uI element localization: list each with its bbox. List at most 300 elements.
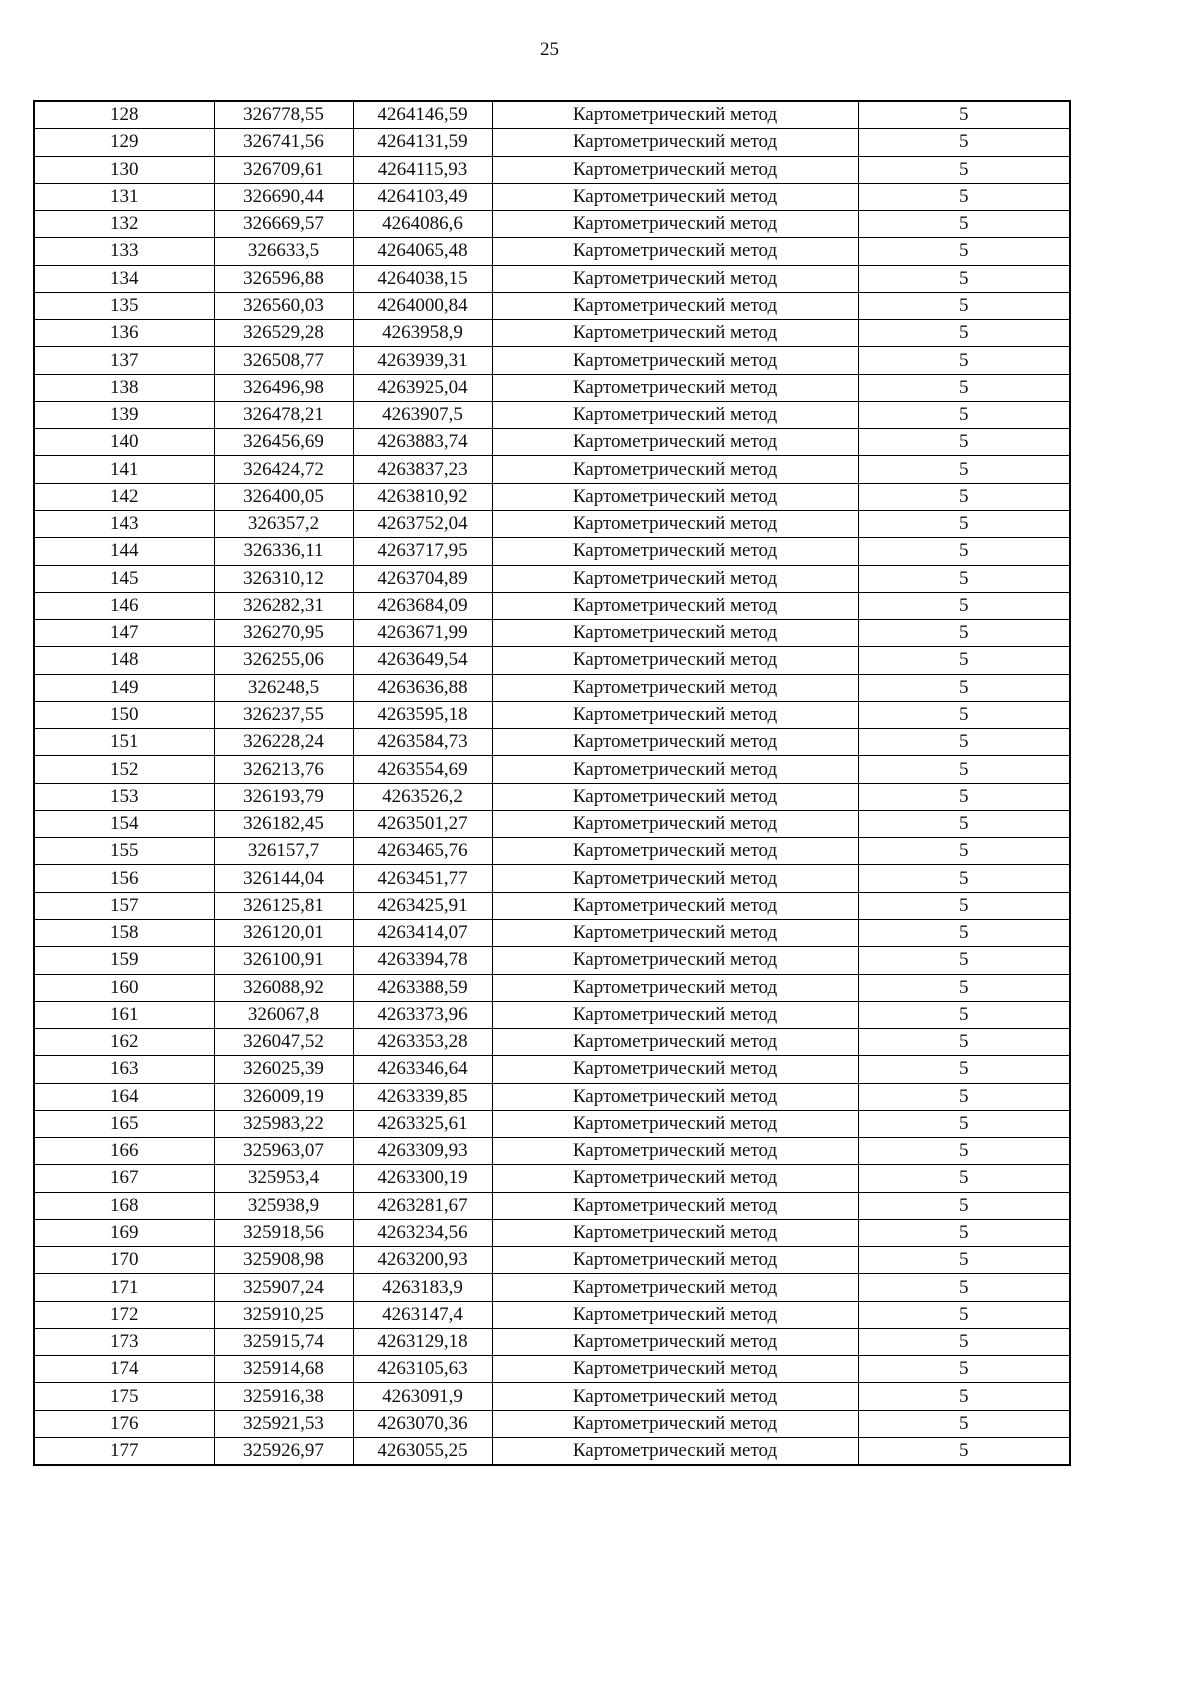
point-number-cell: 142 [34,483,214,510]
method-cell: Картометрический метод [492,1192,858,1219]
x-coordinate-cell: 326336,11 [214,538,353,565]
method-cell: Картометрический метод [492,211,858,238]
table-row [34,320,1070,347]
y-coordinate-cell: 4263636,88 [353,674,492,701]
y-coordinate-cell: 4264065,48 [353,238,492,265]
accuracy-cell: 5 [858,1247,1070,1274]
y-coordinate-cell: 4263414,07 [353,919,492,946]
method-cell: Картометрический метод [492,1274,858,1301]
accuracy-cell: 5 [858,238,1070,265]
x-coordinate-cell: 326248,5 [214,674,353,701]
table-row [34,838,1070,865]
table-row [34,238,1070,265]
x-coordinate-cell: 325953,4 [214,1165,353,1192]
point-number-cell: 131 [34,183,214,210]
point-number-cell: 159 [34,947,214,974]
point-number-cell: 177 [34,1438,214,1466]
y-coordinate-cell: 4263837,23 [353,456,492,483]
accuracy-cell: 5 [858,129,1070,156]
point-number-cell: 162 [34,1029,214,1056]
method-cell: Картометрический метод [492,592,858,619]
y-coordinate-cell: 4263070,36 [353,1410,492,1437]
point-number-cell: 164 [34,1083,214,1110]
y-coordinate-cell: 4263091,9 [353,1383,492,1410]
y-coordinate-cell: 4263717,95 [353,538,492,565]
method-cell: Картометрический метод [492,292,858,319]
x-coordinate-cell: 326669,57 [214,211,353,238]
method-cell: Картометрический метод [492,538,858,565]
x-coordinate-cell: 325938,9 [214,1192,353,1219]
coordinates-table [33,100,1071,1466]
accuracy-cell: 5 [858,674,1070,701]
point-number-cell: 160 [34,974,214,1001]
y-coordinate-cell: 4263704,89 [353,565,492,592]
table-row [34,1356,1070,1383]
y-coordinate-cell: 4263925,04 [353,374,492,401]
accuracy-cell: 5 [858,1410,1070,1437]
accuracy-cell: 5 [858,320,1070,347]
accuracy-cell: 5 [858,592,1070,619]
accuracy-cell: 5 [858,620,1070,647]
method-cell: Картометрический метод [492,974,858,1001]
x-coordinate-cell: 325916,38 [214,1383,353,1410]
method-cell: Картометрический метод [492,1138,858,1165]
y-coordinate-cell: 4263465,76 [353,838,492,865]
point-number-cell: 174 [34,1356,214,1383]
accuracy-cell: 5 [858,429,1070,456]
accuracy-cell: 5 [858,183,1070,210]
x-coordinate-cell: 325908,98 [214,1247,353,1274]
point-number-cell: 175 [34,1383,214,1410]
y-coordinate-cell: 4264000,84 [353,292,492,319]
accuracy-cell: 5 [858,538,1070,565]
point-number-cell: 149 [34,674,214,701]
table-row [34,783,1070,810]
accuracy-cell: 5 [858,510,1070,537]
y-coordinate-cell: 4263105,63 [353,1356,492,1383]
x-coordinate-cell: 326496,98 [214,374,353,401]
method-cell: Картометрический метод [492,729,858,756]
method-cell: Картометрический метод [492,810,858,837]
table-row [34,647,1070,674]
x-coordinate-cell: 326778,55 [214,101,353,129]
y-coordinate-cell: 4263425,91 [353,892,492,919]
table-row [34,538,1070,565]
table-row [34,374,1070,401]
table-row [34,1410,1070,1437]
table-row [34,401,1070,428]
method-cell: Картометрический метод [492,647,858,674]
point-number-cell: 128 [34,101,214,129]
accuracy-cell: 5 [858,947,1070,974]
table-row [34,1110,1070,1137]
table-row [34,810,1070,837]
x-coordinate-cell: 325910,25 [214,1301,353,1328]
point-number-cell: 167 [34,1165,214,1192]
point-number-cell: 171 [34,1274,214,1301]
table-row [34,701,1070,728]
accuracy-cell: 5 [858,838,1070,865]
method-cell: Картометрический метод [492,1383,858,1410]
accuracy-cell: 5 [858,456,1070,483]
x-coordinate-cell: 326182,45 [214,810,353,837]
table-row [34,729,1070,756]
table-row [34,919,1070,946]
method-cell: Картометрический метод [492,483,858,510]
x-coordinate-cell: 326088,92 [214,974,353,1001]
table-row [34,947,1070,974]
table-row [34,265,1070,292]
x-coordinate-cell: 326047,52 [214,1029,353,1056]
table-row [34,1247,1070,1274]
table-row [34,156,1070,183]
x-coordinate-cell: 326157,7 [214,838,353,865]
table-row [34,292,1070,319]
method-cell: Картометрический метод [492,265,858,292]
y-coordinate-cell: 4263388,59 [353,974,492,1001]
method-cell: Картометрический метод [492,1083,858,1110]
accuracy-cell: 5 [858,292,1070,319]
x-coordinate-cell: 325914,68 [214,1356,353,1383]
table-row [34,674,1070,701]
accuracy-cell: 5 [858,1328,1070,1355]
accuracy-cell: 5 [858,1138,1070,1165]
point-number-cell: 129 [34,129,214,156]
point-number-cell: 163 [34,1056,214,1083]
y-coordinate-cell: 4263584,73 [353,729,492,756]
table-row [34,865,1070,892]
table-row [34,129,1070,156]
y-coordinate-cell: 4263183,9 [353,1274,492,1301]
x-coordinate-cell: 326633,5 [214,238,353,265]
y-coordinate-cell: 4263671,99 [353,620,492,647]
point-number-cell: 135 [34,292,214,319]
method-cell: Картометрический метод [492,865,858,892]
method-cell: Картометрический метод [492,156,858,183]
accuracy-cell: 5 [858,374,1070,401]
y-coordinate-cell: 4263649,54 [353,647,492,674]
x-coordinate-cell: 326456,69 [214,429,353,456]
method-cell: Картометрический метод [492,1029,858,1056]
accuracy-cell: 5 [858,1438,1070,1466]
accuracy-cell: 5 [858,265,1070,292]
table-row [34,456,1070,483]
accuracy-cell: 5 [858,1029,1070,1056]
table-row [34,1438,1070,1466]
point-number-cell: 165 [34,1110,214,1137]
method-cell: Картометрический метод [492,1410,858,1437]
accuracy-cell: 5 [858,565,1070,592]
method-cell: Картометрический метод [492,1165,858,1192]
y-coordinate-cell: 4264086,6 [353,211,492,238]
y-coordinate-cell: 4263684,09 [353,592,492,619]
accuracy-cell: 5 [858,647,1070,674]
method-cell: Картометрический метод [492,1247,858,1274]
method-cell: Картометрический метод [492,1056,858,1083]
method-cell: Картометрический метод [492,1356,858,1383]
y-coordinate-cell: 4263810,92 [353,483,492,510]
y-coordinate-cell: 4263451,77 [353,865,492,892]
point-number-cell: 169 [34,1219,214,1246]
method-cell: Картометрический метод [492,565,858,592]
y-coordinate-cell: 4263883,74 [353,429,492,456]
y-coordinate-cell: 4263373,96 [353,1001,492,1028]
method-cell: Картометрический метод [492,320,858,347]
y-coordinate-cell: 4263958,9 [353,320,492,347]
table-row [34,1138,1070,1165]
point-number-cell: 144 [34,538,214,565]
table-row [34,756,1070,783]
point-number-cell: 140 [34,429,214,456]
table-row [34,1056,1070,1083]
method-cell: Картометрический метод [492,1438,858,1466]
point-number-cell: 172 [34,1301,214,1328]
method-cell: Картометрический метод [492,183,858,210]
table-row [34,211,1070,238]
accuracy-cell: 5 [858,1083,1070,1110]
y-coordinate-cell: 4263147,4 [353,1301,492,1328]
accuracy-cell: 5 [858,756,1070,783]
method-cell: Картометрический метод [492,1110,858,1137]
y-coordinate-cell: 4263907,5 [353,401,492,428]
x-coordinate-cell: 326228,24 [214,729,353,756]
method-cell: Картометрический метод [492,347,858,374]
accuracy-cell: 5 [858,347,1070,374]
y-coordinate-cell: 4263325,61 [353,1110,492,1137]
x-coordinate-cell: 326741,56 [214,129,353,156]
y-coordinate-cell: 4263339,85 [353,1083,492,1110]
accuracy-cell: 5 [858,701,1070,728]
table-row [34,510,1070,537]
x-coordinate-cell: 325926,97 [214,1438,353,1466]
accuracy-cell: 5 [858,1383,1070,1410]
y-coordinate-cell: 4263129,18 [353,1328,492,1355]
accuracy-cell: 5 [858,101,1070,129]
x-coordinate-cell: 325918,56 [214,1219,353,1246]
accuracy-cell: 5 [858,1056,1070,1083]
y-coordinate-cell: 4264103,49 [353,183,492,210]
point-number-cell: 143 [34,510,214,537]
method-cell: Картометрический метод [492,456,858,483]
method-cell: Картометрический метод [492,838,858,865]
method-cell: Картометрический метод [492,510,858,537]
method-cell: Картометрический метод [492,947,858,974]
point-number-cell: 170 [34,1247,214,1274]
x-coordinate-cell: 326009,19 [214,1083,353,1110]
y-coordinate-cell: 4263200,93 [353,1247,492,1274]
x-coordinate-cell: 326025,39 [214,1056,353,1083]
x-coordinate-cell: 326596,88 [214,265,353,292]
method-cell: Картометрический метод [492,620,858,647]
point-number-cell: 137 [34,347,214,374]
x-coordinate-cell: 326120,01 [214,919,353,946]
y-coordinate-cell: 4263939,31 [353,347,492,374]
y-coordinate-cell: 4263300,19 [353,1165,492,1192]
method-cell: Картометрический метод [492,429,858,456]
x-coordinate-cell: 326424,72 [214,456,353,483]
method-cell: Картометрический метод [492,374,858,401]
method-cell: Картометрический метод [492,1301,858,1328]
x-coordinate-cell: 326357,2 [214,510,353,537]
point-number-cell: 154 [34,810,214,837]
x-coordinate-cell: 326144,04 [214,865,353,892]
x-coordinate-cell: 325907,24 [214,1274,353,1301]
point-number-cell: 157 [34,892,214,919]
accuracy-cell: 5 [858,810,1070,837]
method-cell: Картометрический метод [492,401,858,428]
table-row [34,892,1070,919]
point-number-cell: 176 [34,1410,214,1437]
accuracy-cell: 5 [858,156,1070,183]
table-row [34,1029,1070,1056]
x-coordinate-cell: 326508,77 [214,347,353,374]
x-coordinate-cell: 325915,74 [214,1328,353,1355]
table-row [34,1274,1070,1301]
x-coordinate-cell: 326282,31 [214,592,353,619]
y-coordinate-cell: 4263595,18 [353,701,492,728]
point-number-cell: 152 [34,756,214,783]
table-row [34,101,1070,129]
accuracy-cell: 5 [858,1110,1070,1137]
accuracy-cell: 5 [858,1001,1070,1028]
point-number-cell: 158 [34,919,214,946]
method-cell: Картометрический метод [492,783,858,810]
y-coordinate-cell: 4263501,27 [353,810,492,837]
method-cell: Картометрический метод [492,919,858,946]
accuracy-cell: 5 [858,483,1070,510]
accuracy-cell: 5 [858,729,1070,756]
y-coordinate-cell: 4263554,69 [353,756,492,783]
point-number-cell: 166 [34,1138,214,1165]
y-coordinate-cell: 4264038,15 [353,265,492,292]
point-number-cell: 134 [34,265,214,292]
table-row [34,1301,1070,1328]
x-coordinate-cell: 326400,05 [214,483,353,510]
table-row [34,347,1070,374]
accuracy-cell: 5 [858,865,1070,892]
table-row [34,592,1070,619]
point-number-cell: 148 [34,647,214,674]
point-number-cell: 150 [34,701,214,728]
point-number-cell: 141 [34,456,214,483]
table-row [34,1192,1070,1219]
table-row [34,1083,1070,1110]
x-coordinate-cell: 326560,03 [214,292,353,319]
table-row [34,1383,1070,1410]
table-row [34,1165,1070,1192]
point-number-cell: 151 [34,729,214,756]
accuracy-cell: 5 [858,919,1070,946]
y-coordinate-cell: 4263055,25 [353,1438,492,1466]
point-number-cell: 146 [34,592,214,619]
y-coordinate-cell: 4263309,93 [353,1138,492,1165]
y-coordinate-cell: 4263526,2 [353,783,492,810]
method-cell: Картометрический метод [492,1328,858,1355]
table-row [34,1219,1070,1246]
table-body [34,101,1070,1465]
method-cell: Картометрический метод [492,701,858,728]
accuracy-cell: 5 [858,401,1070,428]
method-cell: Картометрический метод [492,1001,858,1028]
accuracy-cell: 5 [858,1274,1070,1301]
table-row [34,483,1070,510]
method-cell: Картометрический метод [492,129,858,156]
accuracy-cell: 5 [858,211,1070,238]
point-number-cell: 139 [34,401,214,428]
point-number-cell: 155 [34,838,214,865]
y-coordinate-cell: 4264131,59 [353,129,492,156]
point-number-cell: 173 [34,1328,214,1355]
y-coordinate-cell: 4264146,59 [353,101,492,129]
accuracy-cell: 5 [858,783,1070,810]
accuracy-cell: 5 [858,892,1070,919]
y-coordinate-cell: 4263346,64 [353,1056,492,1083]
x-coordinate-cell: 326690,44 [214,183,353,210]
x-coordinate-cell: 326478,21 [214,401,353,428]
table-row [34,1001,1070,1028]
accuracy-cell: 5 [858,1301,1070,1328]
x-coordinate-cell: 326709,61 [214,156,353,183]
point-number-cell: 136 [34,320,214,347]
y-coordinate-cell: 4263353,28 [353,1029,492,1056]
point-number-cell: 138 [34,374,214,401]
method-cell: Картометрический метод [492,238,858,265]
table-row [34,620,1070,647]
point-number-cell: 153 [34,783,214,810]
method-cell: Картометрический метод [492,674,858,701]
x-coordinate-cell: 325983,22 [214,1110,353,1137]
y-coordinate-cell: 4263281,67 [353,1192,492,1219]
x-coordinate-cell: 325921,53 [214,1410,353,1437]
table-row [34,429,1070,456]
table-row [34,974,1070,1001]
accuracy-cell: 5 [858,1356,1070,1383]
page-number: 25 [540,39,559,60]
y-coordinate-cell: 4263394,78 [353,947,492,974]
x-coordinate-cell: 325963,07 [214,1138,353,1165]
point-number-cell: 130 [34,156,214,183]
table-row [34,1328,1070,1355]
x-coordinate-cell: 326213,76 [214,756,353,783]
point-number-cell: 132 [34,211,214,238]
y-coordinate-cell: 4264115,93 [353,156,492,183]
accuracy-cell: 5 [858,1165,1070,1192]
point-number-cell: 156 [34,865,214,892]
point-number-cell: 145 [34,565,214,592]
x-coordinate-cell: 326310,12 [214,565,353,592]
table-row [34,565,1070,592]
point-number-cell: 133 [34,238,214,265]
x-coordinate-cell: 326255,06 [214,647,353,674]
x-coordinate-cell: 326100,91 [214,947,353,974]
method-cell: Картометрический метод [492,1219,858,1246]
point-number-cell: 168 [34,1192,214,1219]
x-coordinate-cell: 326529,28 [214,320,353,347]
x-coordinate-cell: 326270,95 [214,620,353,647]
accuracy-cell: 5 [858,974,1070,1001]
y-coordinate-cell: 4263752,04 [353,510,492,537]
accuracy-cell: 5 [858,1219,1070,1246]
method-cell: Картометрический метод [492,101,858,129]
y-coordinate-cell: 4263234,56 [353,1219,492,1246]
table-row [34,183,1070,210]
x-coordinate-cell: 326067,8 [214,1001,353,1028]
method-cell: Картометрический метод [492,892,858,919]
accuracy-cell: 5 [858,1192,1070,1219]
x-coordinate-cell: 326237,55 [214,701,353,728]
x-coordinate-cell: 326125,81 [214,892,353,919]
point-number-cell: 147 [34,620,214,647]
